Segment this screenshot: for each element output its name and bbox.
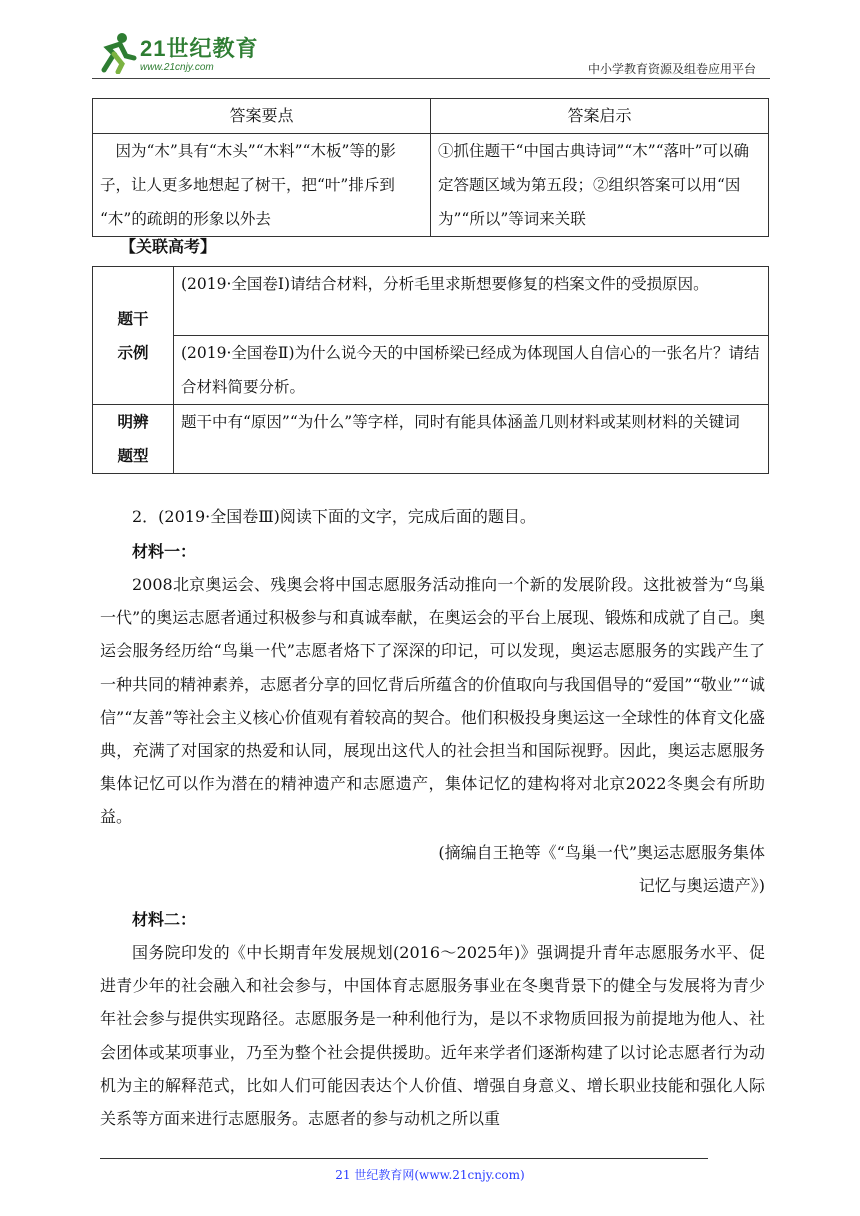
gaokao-question-1: (2019·全国卷Ⅰ)请结合材料，分析毛里求斯想要修复的档案文件的受损原因。: [174, 267, 769, 336]
site-logo[interactable]: [92, 30, 282, 76]
answer-hints-cell: ①抓住题干“中国古典诗词”“木”“落叶”可以确定答题区域为第五段；②组织答案可以用“因为”“所以”等词来关联: [431, 134, 769, 237]
material1-source-line1: (摘编自王艳等《“鸟巢一代”奥运志愿服务集体: [438, 843, 765, 862]
answer-hints-header: 答案启示: [431, 99, 769, 134]
logo-text: 21世纪教育: [140, 36, 259, 61]
label-line: 示例: [117, 342, 149, 362]
gaokao-question-2: (2019·全国卷Ⅱ)为什么说今天的中国桥梁已经成为体现国人自信心的一张名片？请结合材料简要分析。: [174, 336, 769, 405]
question-type-text: 题干中有“原因”“为什么”等字样，同时有能具体涵盖几则材料或某则材料的关键词: [174, 405, 769, 474]
label-line: 明辨: [117, 412, 149, 431]
gaokao-table: [92, 266, 769, 474]
answer-points-cell: 因为“木”具有“木头”“木料”“木板”等的影子，让人更多地想起了树干，把“叶”排斥到 “木”的疏朗的形象以外去: [93, 134, 431, 237]
answer-points-header: 答案要点: [93, 99, 431, 134]
answer-table: [92, 98, 769, 237]
runner-logo-icon: [92, 30, 138, 74]
material1-body: 2008北京奥运会、残奥会将中国志愿服务活动推向一个新的发展阶段。这批被誉为“鸟巢一代”的奥运志愿者通过积极参与和真诚奉献，在奥运会的平台上展现、锻炼和成就了自己。奥运会服务经历给“鸟巢一代”志愿者烙下了深深的印记，可以发现，奥运志愿服务的实践产生了一种共同的精神素养，志愿者分享的回忆背后所蕴含的价值取向与我国倡导的“爱国”“敬业”“诚信”“友善”等社会主义核心价值观有着较高的契合。他们积极投身奥运这一全球性的体育文化盛典，充满了对国家的热爱和认同，展现出这代人的社会担当和国际视野。因此，奥运志愿服务集体记忆可以作为潜在的精神遗产和志愿遗产，集体记忆的建构将对北京2022冬奥会有所助益。: [100, 575, 765, 827]
logo-url: www.21cnjy.com: [140, 62, 214, 73]
question-example-label: [93, 267, 174, 405]
question-type-label: [93, 405, 174, 474]
material2-title: 材料二：: [132, 910, 197, 929]
question-stem: 2．(2019·全国卷Ⅲ)阅读下面的文字，完成后面的题目。: [132, 507, 536, 526]
page-header: [92, 30, 770, 80]
related-gaokao-heading: 【关联高考】: [120, 237, 217, 256]
material2-body: 国务院印发的《中长期青年发展规划(2016～2025年)》强调提升青年志愿服务水平、促进青少年的社会融入和社会参与，中国体育志愿服务事业在冬奥背景下的健全与发展将为青少年社会参与提供实现路径。志愿服务是一种利他行为，是以不求物质回报为前提地为他人、社会团体或某项事业，乃至为整个社会提供援助。近年来学者们逐渐构建了以讨论志愿者行为动机为主的解释范式，比如人们可能因表达个人价值、增强自身意义、增长职业技能和强化人际关系等方面来进行志愿服务。志愿者的参与动机之所以重: [100, 943, 765, 1129]
label-line: 题型: [117, 446, 149, 465]
material1-title: 材料一：: [132, 542, 197, 561]
header-divider: [92, 78, 770, 79]
platform-tagline: 中小学教育资源及组卷应用平台: [587, 62, 756, 76]
material1-source-line2: 记忆与奥运遗产》): [638, 876, 765, 895]
label-line: 题干: [117, 308, 149, 328]
footer-link[interactable]: 21 世纪教育网(www.21cnjy.com): [335, 1168, 525, 1182]
footer-divider: [100, 1158, 708, 1159]
